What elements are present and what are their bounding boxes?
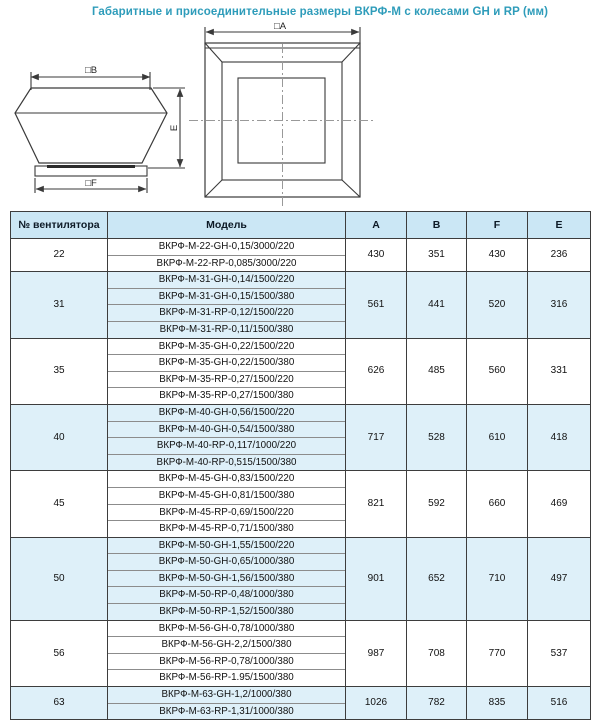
table-row bbox=[11, 537, 591, 554]
dim-A-cell: 1026 bbox=[346, 687, 407, 720]
top-view-drawing bbox=[189, 27, 375, 206]
center-lines bbox=[189, 44, 375, 206]
model-cell: ВКРФ-М-50-GH-0,65/1000/380 bbox=[108, 554, 346, 571]
dim-F-cell: 835 bbox=[467, 687, 528, 720]
fan-number-cell: 50 bbox=[11, 537, 108, 620]
dim-F-cell: 770 bbox=[467, 620, 528, 686]
col-header-fan-number: № вентилятора bbox=[11, 212, 108, 239]
dim-B-cell: 485 bbox=[407, 338, 467, 404]
dim-B-cell: 592 bbox=[407, 471, 467, 537]
fan-number-cell: 22 bbox=[11, 239, 108, 272]
dim-B-cell: 652 bbox=[407, 537, 467, 620]
dim-B-cell: 441 bbox=[407, 272, 467, 338]
model-cell: ВКРФ-М-45-RP-0,69/1500/220 bbox=[108, 504, 346, 521]
col-header-e: E bbox=[528, 212, 591, 239]
dimension-drawings bbox=[0, 22, 603, 212]
model-cell: ВКРФ-М-56-RP-1.95/1500/380 bbox=[108, 670, 346, 687]
fan-number-cell: 56 bbox=[11, 620, 108, 686]
table-header-row bbox=[11, 212, 591, 239]
model-cell: ВКРФ-М-50-RP-1,52/1500/380 bbox=[108, 604, 346, 621]
dim-E-cell: 236 bbox=[528, 239, 591, 272]
dim-A-cell: 901 bbox=[346, 537, 407, 620]
model-cell: ВКРФ-М-50-RP-0,48/1000/380 bbox=[108, 587, 346, 604]
dim-label-f: □F bbox=[85, 178, 97, 189]
model-cell: ВКРФ-М-56-GH-2,2/1500/380 bbox=[108, 637, 346, 654]
dim-label-a: □A bbox=[273, 21, 287, 32]
fan-number-cell: 63 bbox=[11, 687, 108, 720]
model-cell: ВКРФ-М-35-RP-0,27/1500/380 bbox=[108, 388, 346, 405]
dim-F-cell: 660 bbox=[467, 471, 528, 537]
dim-F-cell: 430 bbox=[467, 239, 528, 272]
model-cell: ВКРФ-М-31-RP-0,11/1500/380 bbox=[108, 321, 346, 338]
table-row bbox=[11, 239, 591, 256]
model-cell: ВКРФ-М-56-GH-0,78/1000/380 bbox=[108, 620, 346, 637]
model-cell: ВКРФ-М-40-RP-0,117/1000/220 bbox=[108, 438, 346, 455]
dim-E-cell: 497 bbox=[528, 537, 591, 620]
model-cell: ВКРФ-М-40-GH-0,54/1500/380 bbox=[108, 421, 346, 438]
dim-A-cell: 561 bbox=[346, 272, 407, 338]
page-title: Габаритные и присоединительные размеры ВКРФ-М с колесами GH и RP (мм) bbox=[91, 6, 549, 18]
dim-F-cell: 520 bbox=[467, 272, 528, 338]
side-view-drawing bbox=[15, 72, 185, 193]
model-cell: ВКРФ-М-50-GH-1,55/1500/220 bbox=[108, 537, 346, 554]
fan-number-cell: 35 bbox=[11, 338, 108, 404]
dim-A-cell: 626 bbox=[346, 338, 407, 404]
dim-B-cell: 351 bbox=[407, 239, 467, 272]
dim-A-cell: 821 bbox=[346, 471, 407, 537]
col-header-b: B bbox=[407, 212, 467, 239]
fan-number-cell: 45 bbox=[11, 471, 108, 537]
model-cell: ВКРФ-М-40-RP-0,515/1500/380 bbox=[108, 454, 346, 471]
dim-F-cell: 560 bbox=[467, 338, 528, 404]
dim-E-cell: 516 bbox=[528, 687, 591, 720]
dim-B-cell: 528 bbox=[407, 404, 467, 470]
dim-label-e: E bbox=[169, 124, 180, 132]
model-cell: ВКРФ-М-35-GH-0,22/1500/380 bbox=[108, 355, 346, 372]
table-row bbox=[11, 272, 591, 289]
dim-E-cell: 418 bbox=[528, 404, 591, 470]
table-row bbox=[11, 404, 591, 421]
dimension-table bbox=[10, 211, 591, 720]
model-cell: ВКРФ-М-35-GH-0,22/1500/220 bbox=[108, 338, 346, 355]
dim-A-cell: 717 bbox=[346, 404, 407, 470]
col-header-model: Модель bbox=[108, 212, 346, 239]
model-cell: ВКРФ-М-31-GH-0,14/1500/220 bbox=[108, 272, 346, 289]
dim-B-cell: 782 bbox=[407, 687, 467, 720]
dim-F-cell: 710 bbox=[467, 537, 528, 620]
model-cell: ВКРФ-М-35-RP-0,27/1500/220 bbox=[108, 371, 346, 388]
model-cell: ВКРФ-М-22-RP-0,085/3000/220 bbox=[108, 255, 346, 272]
table-row bbox=[11, 471, 591, 488]
dim-E-cell: 331 bbox=[528, 338, 591, 404]
col-header-f: F bbox=[467, 212, 528, 239]
model-cell: ВКРФ-М-56-RP-0,78/1000/380 bbox=[108, 653, 346, 670]
dim-B-cell: 708 bbox=[407, 620, 467, 686]
model-cell: ВКРФ-М-45-RP-0,71/1500/380 bbox=[108, 521, 346, 538]
dim-F-cell: 610 bbox=[467, 404, 528, 470]
model-cell: ВКРФ-М-22-GH-0,15/3000/220 bbox=[108, 239, 346, 256]
model-cell: ВКРФ-М-45-GH-0,83/1500/220 bbox=[108, 471, 346, 488]
table-row bbox=[11, 687, 591, 704]
fan-number-cell: 40 bbox=[11, 404, 108, 470]
model-cell: ВКРФ-М-63-GH-1,2/1000/380 bbox=[108, 687, 346, 704]
model-cell: ВКРФ-М-63-RP-1,31/1000/380 bbox=[108, 703, 346, 720]
fan-number-cell: 31 bbox=[11, 272, 108, 338]
dim-E-cell: 537 bbox=[528, 620, 591, 686]
model-cell: ВКРФ-М-31-RP-0,12/1500/220 bbox=[108, 305, 346, 322]
col-header-a: A bbox=[346, 212, 407, 239]
table-row bbox=[11, 338, 591, 355]
model-cell: ВКРФ-М-31-GH-0,15/1500/380 bbox=[108, 288, 346, 305]
dimension-table-body bbox=[11, 239, 591, 720]
dim-A-cell: 987 bbox=[346, 620, 407, 686]
model-cell: ВКРФ-М-40-GH-0,56/1500/220 bbox=[108, 404, 346, 421]
dim-E-cell: 316 bbox=[528, 272, 591, 338]
dim-A-cell: 430 bbox=[346, 239, 407, 272]
table-row bbox=[11, 620, 591, 637]
dim-label-b: □B bbox=[84, 65, 98, 76]
model-cell: ВКРФ-М-45-GH-0,81/1500/380 bbox=[108, 487, 346, 504]
model-cell: ВКРФ-М-50-GH-1,56/1500/380 bbox=[108, 570, 346, 587]
dim-E-cell: 469 bbox=[528, 471, 591, 537]
